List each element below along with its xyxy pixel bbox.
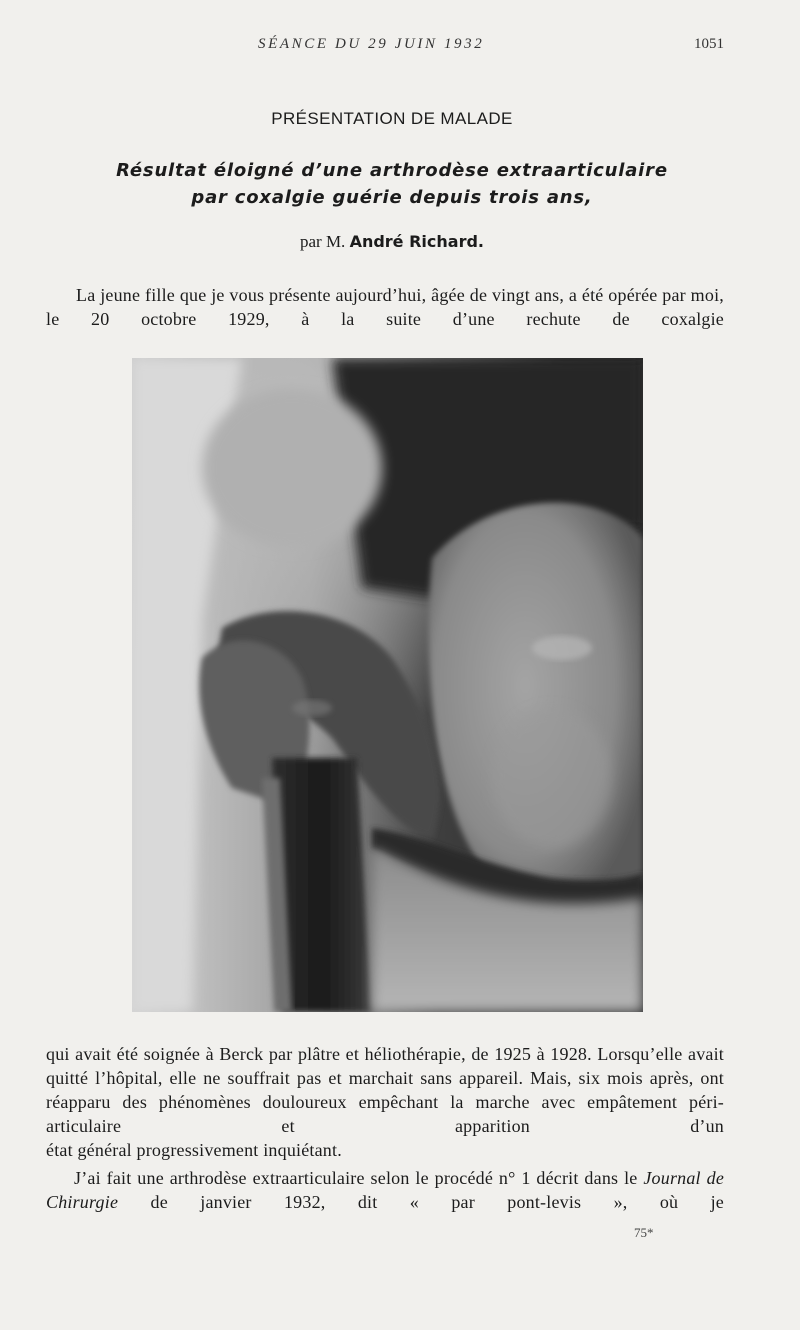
paragraph-2-last-line: état général progressivement inquiétant. <box>46 1140 342 1160</box>
author-name: André Richard. <box>349 232 484 251</box>
paragraph-1: La jeune fille que je vous présente aujourd’hui, âgée de vingt ans, a été opérée par moi, le 20 octobre 1929, à la suite d’une rechute de coxalgie <box>46 285 724 329</box>
paragraph-3 <box>46 1166 724 1214</box>
hip-radiograph-figure <box>132 358 643 1012</box>
article-title-line-2: par coxalgie guérie depuis trois ans, <box>191 187 593 208</box>
section-title: PRÉSENTATION DE MALADE <box>271 109 513 128</box>
author-prefix: par M. <box>299 232 346 251</box>
paragraph-2-text: qui avait été soignée à Berck par plâtre et héliothérapie, de 1925 à 1928. Lorsqu’elle avait quitté l’hôpital, elle ne souffrait pas et marchait sans appareil. Mais, six mois après, ont réapparu des phénomènes douloureux empêchant la marche avec empâtement péri-articulaire et apparition d’un <box>46 1044 724 1136</box>
article-title <box>0 157 784 211</box>
paragraph-3-end: de janvier 1932, dit « par pont-levis », où je <box>150 1192 724 1212</box>
paragraph-3-start: J’ai fait une arthrodèse extraarticulaire selon le procédé n° 1 décrit dans le <box>74 1168 638 1188</box>
author-line <box>0 232 784 252</box>
paragraph-2 <box>46 1042 724 1162</box>
hip-radiograph-image <box>132 358 643 1012</box>
article-title-line-1: Résultat éloigné d’une arthrodèse extraarticulaire <box>116 160 668 181</box>
journal-reference: Journal de Chirurgie <box>46 1168 725 1212</box>
signature-mark: 75* <box>634 1225 654 1240</box>
page-number: 1051 <box>694 36 724 52</box>
running-head: SÉANCE DU 29 JUIN 1932 <box>258 36 485 52</box>
